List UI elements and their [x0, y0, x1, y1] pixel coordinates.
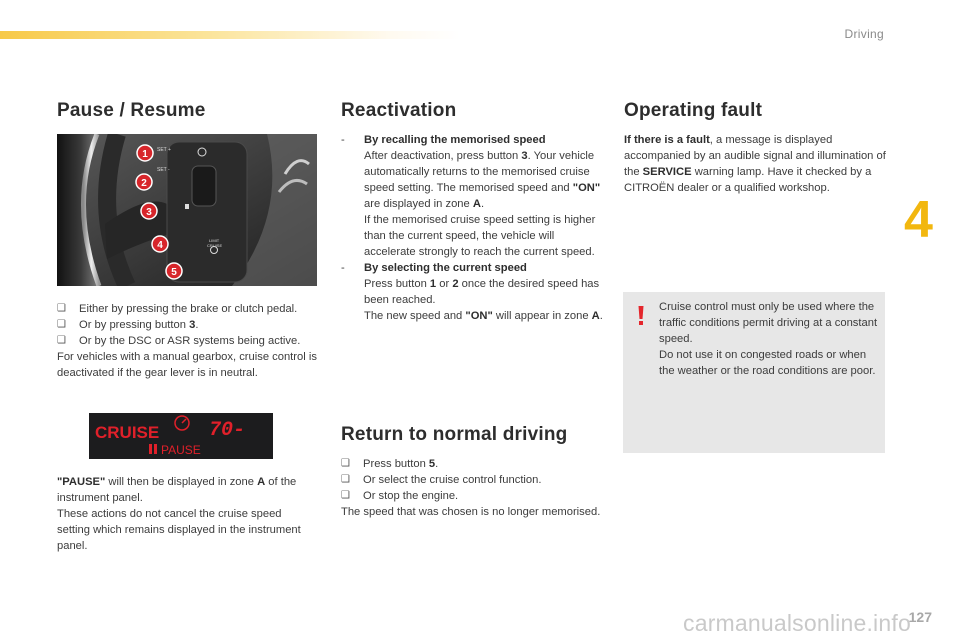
pause-methods-list	[57, 301, 317, 349]
cruise-pause-display	[89, 413, 273, 459]
list-item: ❑ Either by pressing the brake or clutch pedal.	[57, 303, 298, 315]
limit-label: LIMIT	[209, 238, 220, 243]
checkbox-bullet-icon: ❑	[341, 490, 350, 501]
badge-button-3	[141, 203, 157, 219]
reactivation-title: Reactivation	[341, 100, 457, 121]
chapter-number: 4	[904, 191, 933, 249]
set-plus-label: SET +	[157, 147, 171, 153]
checkbox-bullet-icon: ❑	[57, 303, 66, 314]
svg-text:5: 5	[171, 267, 177, 278]
return-normal-title: Return to normal driving	[341, 424, 568, 445]
steering-wheel-illustration	[57, 134, 317, 286]
list-item: - By selecting the current speed Press button 1 or 2 once the desired speed has been reached. The new speed and "ON" will appear in zone A.	[341, 262, 603, 322]
checkbox-bullet-icon: ❑	[341, 474, 350, 485]
checkbox-bullet-icon: ❑	[57, 335, 66, 346]
list-item: ❑ Or select the cruise control function.	[341, 474, 542, 486]
badge-button-2	[136, 174, 152, 190]
badge-button-5	[166, 263, 182, 279]
display-cruise-text: CRUISE	[95, 423, 160, 442]
cruise-label: CRUISE	[207, 243, 223, 248]
pause-resume-column	[57, 100, 317, 554]
svg-text:1: 1	[142, 149, 148, 160]
watermark: carmanualsonline.info	[683, 610, 911, 636]
list-item: ❑ Or stop the engine.	[341, 490, 459, 502]
svg-text:3: 3	[146, 207, 152, 218]
return-normal-column	[341, 424, 603, 520]
pause-icon	[185, 204, 189, 209]
operating-fault-text: If there is a fault, a message is displayed accompanied by an audible signal and illumination of the SERVICE warning lamp. Have it checked by a CITROËN dealer or a qualified workshop.	[624, 134, 886, 194]
current-speed-heading: By selecting the current speed	[364, 262, 527, 274]
return-normal-list	[341, 456, 603, 504]
no-longer-memorised-note: The speed that was chosen is no longer memorised.	[341, 506, 601, 518]
checkbox-bullet-icon: ❑	[341, 458, 350, 469]
badge-button-4	[152, 236, 168, 252]
list-item: ❑ Or by pressing button 3.	[57, 319, 199, 331]
list-item: ❑ Or by the DSC or ASR systems being active.	[57, 335, 301, 347]
list-item: ❑ Press button 5.	[341, 458, 439, 470]
running-head: Driving	[844, 27, 884, 41]
actions-note: These actions do not cancel the cruise speed setting which remains displayed in the instrument panel.	[57, 508, 301, 552]
warning-text: Cruise control must only be used where the traffic conditions permit driving at a constant speed. Do not use it on congested roads or when the weather or the road conditions are poor.	[659, 301, 878, 377]
badge-button-1	[137, 145, 153, 161]
display-speed-text: 70-	[209, 419, 246, 442]
svg-text:4: 4	[157, 240, 163, 251]
gearbox-note: For vehicles with a manual gearbox, cruise control is deactivated if the gear lever is in neutral.	[57, 351, 317, 379]
header-accent-bar	[0, 31, 460, 39]
list-item: - By recalling the memorised speed After deactivation, press button 3. Your vehicle automatically returns to the memorised cruise speed setting. The memorised speed and "ON" are displayed in zone A. If the memorised cruise speed setting is higher than the current speed, the vehicle will accelerate strongly to reach the current speed.	[341, 134, 601, 258]
set-minus-label: SET -	[157, 167, 170, 173]
operating-fault-title: Operating fault	[624, 100, 763, 121]
pause-display-note: "PAUSE" will then be displayed in zone A of the instrument panel.	[57, 476, 297, 504]
reactivation-list	[341, 132, 603, 324]
display-pause-icon	[149, 444, 152, 454]
svg-text:2: 2	[141, 178, 147, 189]
reactivation-column	[341, 100, 603, 324]
exclamation-icon	[636, 306, 646, 326]
operating-fault-column	[624, 100, 886, 196]
page-number: 127	[908, 609, 932, 625]
display-pause-text: PAUSE	[161, 443, 201, 457]
warning-box	[623, 292, 885, 453]
recall-speed-heading: By recalling the memorised speed	[364, 134, 546, 146]
pause-resume-title: Pause / Resume	[57, 100, 206, 121]
checkbox-bullet-icon: ❑	[57, 319, 66, 330]
